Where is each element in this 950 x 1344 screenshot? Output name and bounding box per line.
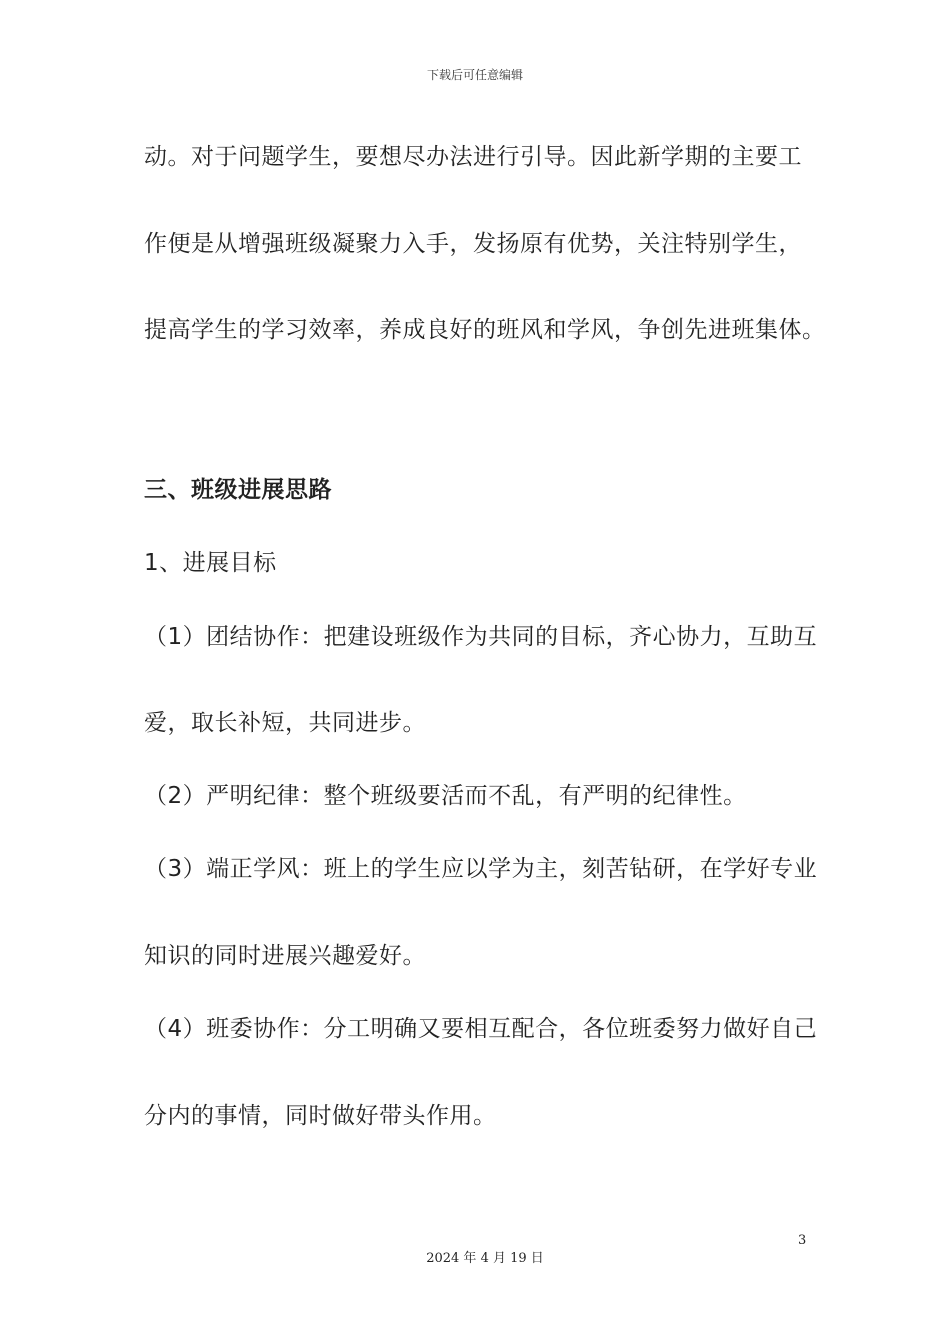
- intro-line-3: 提高学生的学习效率，养成良好的班风和学风，争创先进班集体。: [144, 317, 826, 343]
- footer-date: 2024 年 4 月 19 日: [426, 1251, 544, 1266]
- goal-item-2-line-1: （2）严明纪律：整个班级要活而不乱，有严明的纪律性。: [144, 783, 747, 809]
- goal-item-4-line-2: 分内的事情，同时做好带头作用。: [144, 1103, 497, 1129]
- intro-line-1: 动。对于问题学生，要想尽办法进行引导。因此新学期的主要工: [144, 144, 802, 170]
- goal-item-1-line-2: 爱，取长补短，共同进步。: [144, 710, 426, 736]
- subheading: 1、进展目标: [144, 550, 277, 576]
- goal-item-3-line-2: 知识的同时进展兴趣爱好。: [144, 943, 426, 969]
- section-heading: 三、班级进展思路: [144, 477, 332, 503]
- page-number: 3: [798, 1233, 807, 1248]
- goal-item-3-line-1: （3）端正学风：班上的学生应以学为主，刻苦钻研，在学好专业: [144, 856, 818, 882]
- goal-item-1-line-1: （1）团结协作：把建设班级作为共同的目标，齐心协力，互助互: [144, 624, 818, 650]
- goal-item-4-line-1: （4）班委协作：分工明确又要相互配合，各位班委努力做好自己: [144, 1016, 818, 1042]
- page-header: 下载后可任意编辑: [426, 68, 523, 82]
- intro-line-2: 作便是从增强班级凝聚力入手，发扬原有优势，关注特别学生，: [144, 231, 802, 257]
